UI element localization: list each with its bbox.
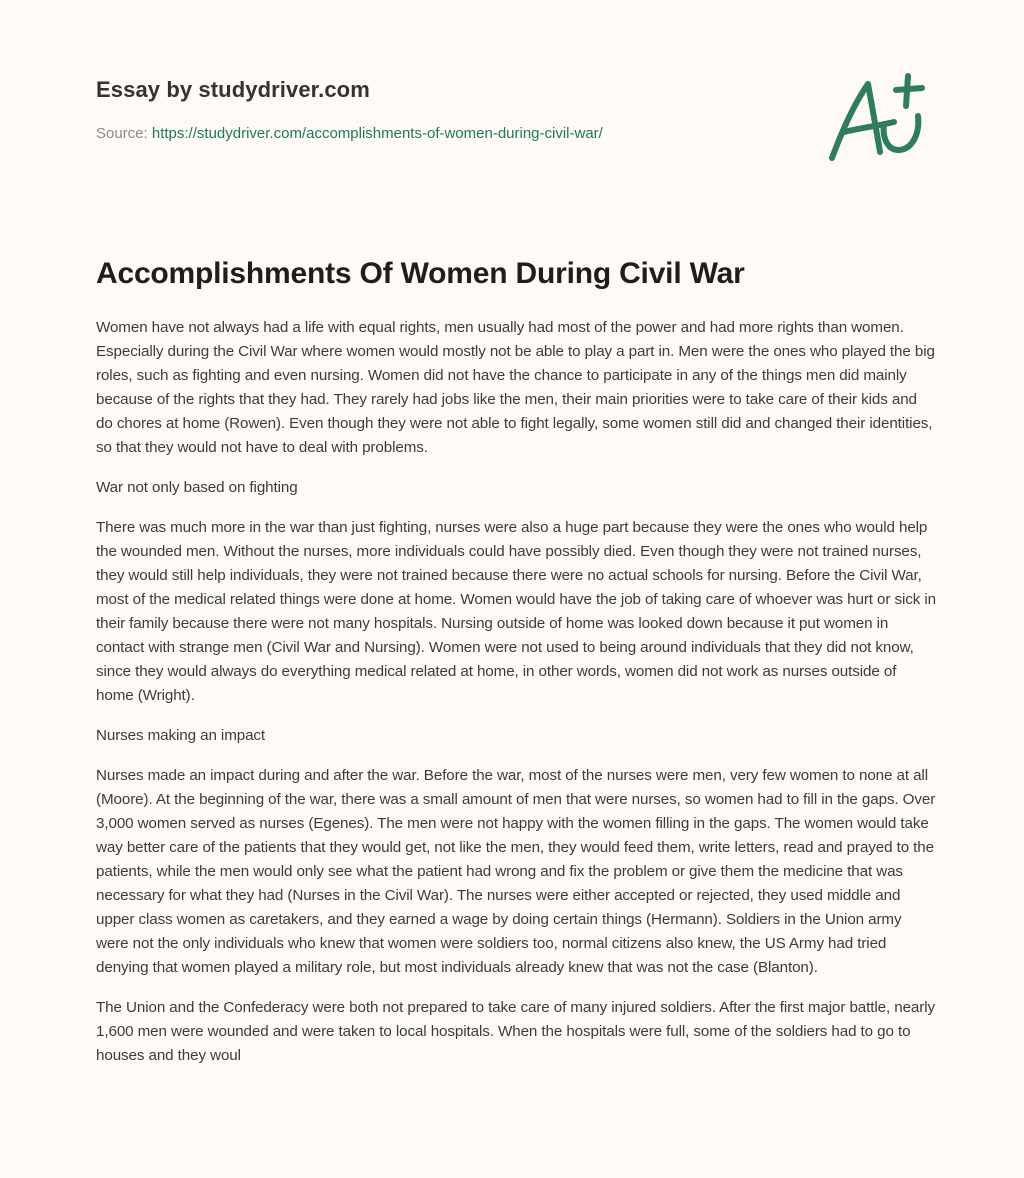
a-plus-grade-icon: [822, 66, 932, 166]
article-title: Accomplishments Of Women During Civil War: [96, 257, 745, 290]
paragraph-union-confederacy: The Union and the Confederacy were both not prepared to take care of many injured soldiers. After the first major battle, nearly 1,600 men were wounded and were taken to local hospitals. When the hospitals were full, some of the soldiers had to go to houses and they woul: [96, 999, 936, 1064]
section-heading-war-not-only-fighting: War not only based on fighting: [96, 479, 298, 496]
section-heading-nurses-impact: Nurses making an impact: [96, 727, 266, 744]
page-header: [96, 76, 796, 144]
paragraph-intro: Women have not always had a life with equal rights, men usually had most of the power and had more rights than women. Especially during the Civil War where women would mostly not be able to play a part in. Men were the ones who played the big roles, such as fighting and even nursing. Women did not have the chance to participate in any of the things men did mainly because of the rights that they had. They rarely had jobs like the men, their main priorities were to take care of their kids and do chores at home (Rowen). Even though they were not able to fight legally, some women still did and changed their identities, so that they would not have to deal with problems.: [96, 319, 935, 456]
article: [96, 254, 936, 1084]
site-title: Essay by studydriver.com: [96, 77, 370, 102]
source-label: Source:: [96, 125, 152, 142]
paragraph-nurses-impact: Nurses made an impact during and after the war. Before the war, most of the nurses were men, very few women to none at all (Moore). At the beginning of the war, there was a small amount of men that were nurses, so women had to fill in the gaps. Over 3,000 women served as nurses (Egenes). The men were not happy with the women filling in the gaps. The women would take way better care of the patients that they would get, not like the men, they would feed them, write letters, read and prayed to the patients, while the men would only see what the patient had wrong and fix the problem or give them the medicine that was necessary for what they had (Nurses in the Civil War). The nurses were either accepted or rejected, they used middle and upper class women as caretakers, and they earned a wage by doing certain things (Hermann). Soldiers in the Union army were not the only individuals who knew that women were soldiers too, normal citizens also knew, the US Army had tried denying that women played a military role, but most individuals already knew that was not the case (Blanton).: [96, 767, 936, 976]
paragraph-nurses-role: There was much more in the war than just fighting, nurses were also a huge part because they were the ones who would help the wounded men. Without the nurses, more individuals could have possibly died. Even though they were not trained nurses, they would still help individuals, they were not trained because there were no actual schools for nursing. Before the Civil War, most of the medical related things were done at home. Women would have the job of taking care of whoever was hurt or sick in their family because there were not many hospitals. Nursing outside of home was looked down because it put women in contact with strange men (Civil War and Nursing). Women were not used to being around individuals that they did not know, since they would always do everything medical related at home, in other words, women did not work as nurses outside of home (Wright).: [96, 519, 936, 704]
source-link[interactable]: https://studydriver.com/accomplishments-of-women-during-civil-war/: [151, 125, 603, 142]
source-line: [96, 124, 796, 144]
